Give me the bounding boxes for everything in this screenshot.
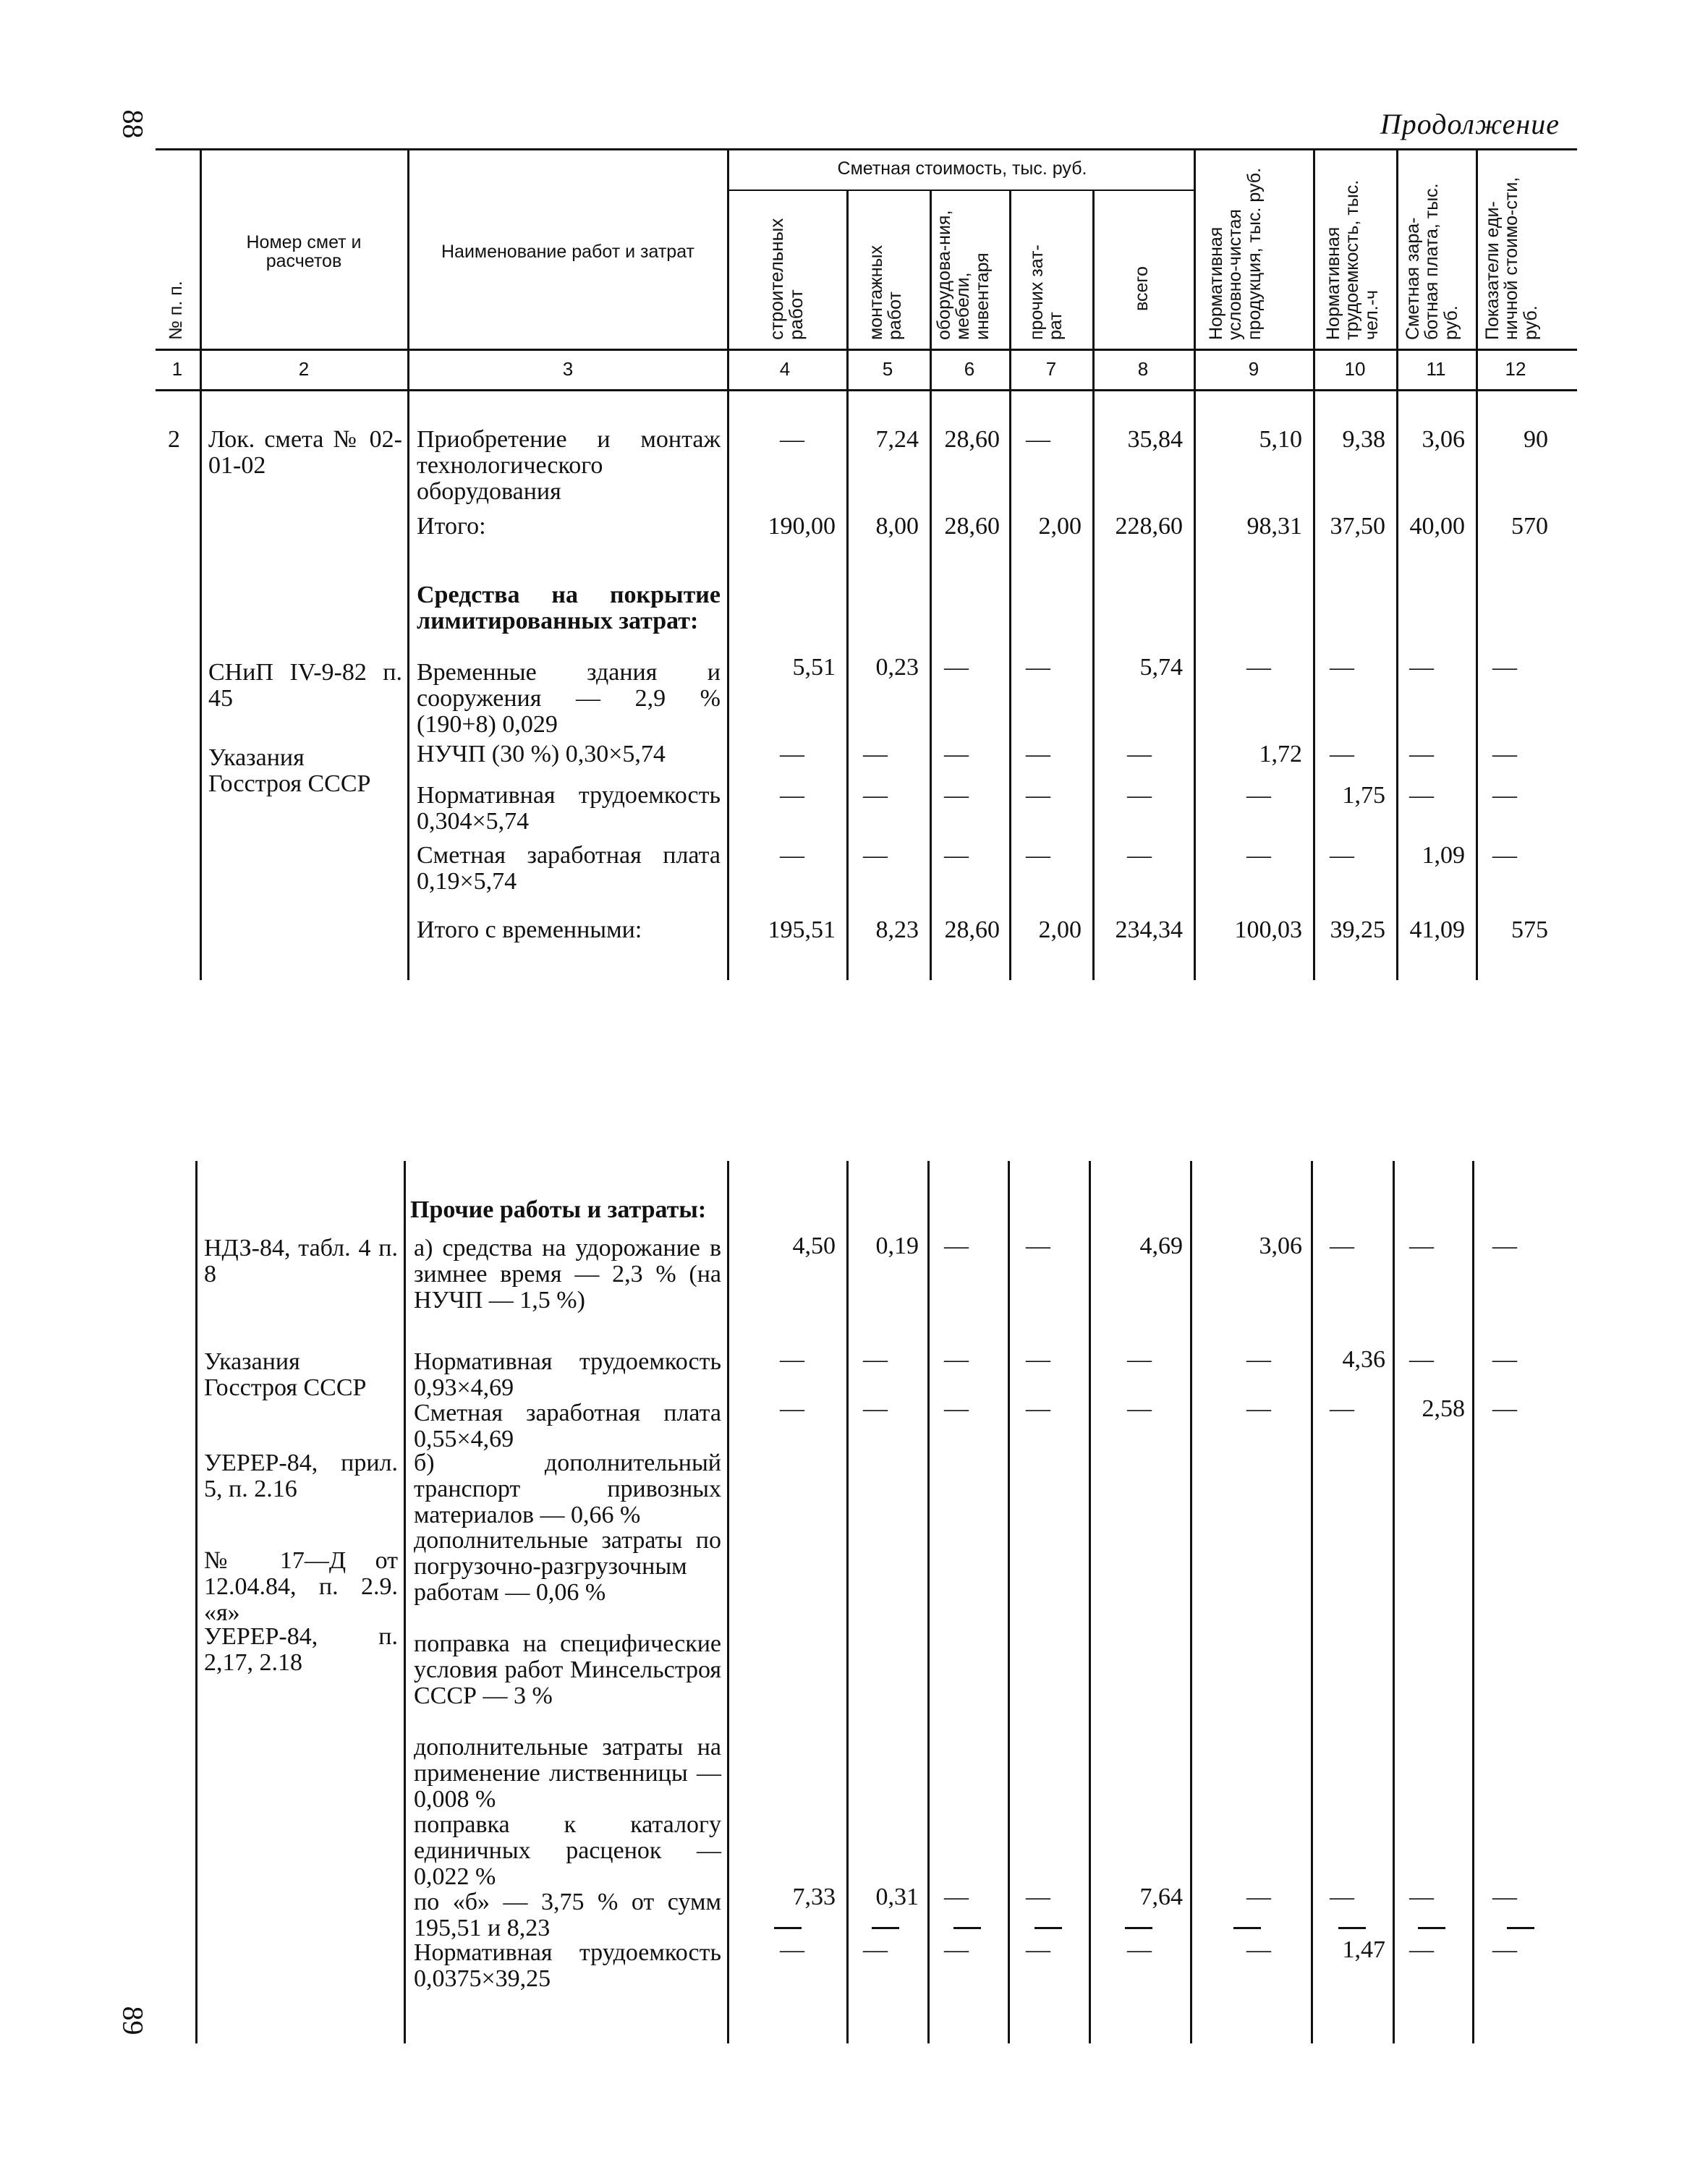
assembly-value: — <box>863 741 888 767</box>
wage-value: 3,06 <box>1422 426 1465 453</box>
header-estimate: Номер смет и расчетов <box>246 232 362 272</box>
normative-product-value: 5,10 <box>1259 426 1302 453</box>
equipment-value: — <box>944 782 969 809</box>
construction-value: — <box>780 1346 804 1373</box>
unit-cost-value: — <box>1492 1346 1517 1373</box>
total-value: — <box>1127 1395 1152 1422</box>
work-name: Нормативная трудоемкость 0,304×5,74 <box>417 782 721 835</box>
total-value: 7,64 <box>1139 1884 1183 1910</box>
separator-dash <box>774 1927 802 1929</box>
other-value: — <box>1026 782 1050 809</box>
column-number: 1 <box>171 358 183 380</box>
header-assembly: монтажных работ <box>866 245 906 340</box>
equipment-value: 28,60 <box>944 513 1000 540</box>
wage-value: — <box>1409 741 1434 767</box>
col-divider <box>1311 1161 1313 2043</box>
normative-product-value: — <box>1246 1884 1271 1910</box>
other-value: — <box>1026 741 1050 767</box>
column-number: 7 <box>1045 358 1057 380</box>
col-divider <box>727 1161 729 2043</box>
column-number: 9 <box>1248 358 1259 380</box>
labor-value: 1,75 <box>1342 782 1385 809</box>
unit-cost-value: — <box>1492 1395 1517 1422</box>
total-value: — <box>1127 842 1152 869</box>
header-equipment: оборудова-ния, мебели, инвентаря <box>934 210 993 340</box>
construction-value: 190,00 <box>768 513 836 540</box>
header-name: Наименование работ и затрат <box>441 242 694 262</box>
construction-value: 195,51 <box>768 916 836 943</box>
work-name: поправка на специфические условия работ Минсельстроя СССР — 3 % <box>414 1630 721 1709</box>
other-value: 2,00 <box>1038 916 1082 943</box>
construction-value: 4,50 <box>792 1233 836 1259</box>
header-cost-group: Сметная стоимость, тыс. руб. <box>837 158 1087 179</box>
column-number: 6 <box>964 358 975 380</box>
section-heading: Средства на покрытие лимитированных затрат: <box>417 582 721 634</box>
construction-value: — <box>780 1395 804 1422</box>
equipment-value: — <box>944 741 969 767</box>
work-name: б) дополнительный транспорт привозных материалов — 0,66 % <box>414 1450 721 1528</box>
unit-cost-value: — <box>1492 782 1517 809</box>
header-normative-product: Нормативная условно-чистая продукция, тыс. руб. <box>1206 167 1265 340</box>
col-divider <box>200 148 202 980</box>
continued-label: Продолжение <box>1380 108 1560 140</box>
header-num: № п. п. <box>166 281 186 340</box>
col-divider <box>195 1161 197 2043</box>
wage-value: 41,09 <box>1409 916 1465 943</box>
estimate-ref: СНиП IV-9-82 п. 45 <box>208 659 402 712</box>
work-name: Сметная заработная плата 0,55×4,69 <box>414 1400 721 1452</box>
labor-value: 4,36 <box>1342 1346 1385 1373</box>
unit-cost-value: — <box>1492 654 1517 681</box>
normative-product-value: 3,06 <box>1259 1233 1302 1259</box>
column-number: 4 <box>779 358 791 380</box>
labor-value: 9,38 <box>1342 426 1385 453</box>
header-total: всего <box>1131 266 1152 311</box>
construction-value: — <box>780 1936 804 1963</box>
unit-cost-value: 90 <box>1524 426 1548 453</box>
wage-value: — <box>1409 1884 1434 1910</box>
equipment-value: — <box>944 1233 969 1259</box>
estimate-ref: Указания Госстроя СССР <box>204 1348 367 1401</box>
labor-value: — <box>1330 1395 1354 1422</box>
work-name: поправка к каталогу единичных расценок — 0,022 % <box>414 1811 721 1890</box>
equipment-value: — <box>944 1395 969 1422</box>
col-divider <box>1393 1161 1395 2043</box>
unit-cost-value: — <box>1492 1233 1517 1259</box>
equipment-value: — <box>944 1346 969 1373</box>
other-value: — <box>1026 1884 1050 1910</box>
section-heading: Прочие работы и затраты: <box>410 1196 707 1223</box>
col-divider <box>1092 190 1095 980</box>
header-wage: Сметная зара-ботная плата, тыс. руб. <box>1403 183 1461 340</box>
other-value: — <box>1026 426 1050 453</box>
normative-product-value: 98,31 <box>1246 513 1302 540</box>
assembly-value: 7,24 <box>875 426 919 453</box>
total-value: 228,60 <box>1115 513 1183 540</box>
equipment-value: 28,60 <box>944 426 1000 453</box>
work-name: дополнительные затраты на применение лиственницы — 0,008 % <box>414 1734 721 1813</box>
unit-cost-value: — <box>1492 842 1517 869</box>
col-divider <box>1089 1161 1091 2043</box>
assembly-value: 8,23 <box>875 916 919 943</box>
separator-dash <box>953 1927 981 1929</box>
labor-value: 39,25 <box>1330 916 1385 943</box>
wage-value: — <box>1409 1346 1434 1373</box>
total-value: — <box>1127 1346 1152 1373</box>
construction-value: 7,33 <box>792 1884 836 1910</box>
labor-value: — <box>1330 1233 1354 1259</box>
wage-value: 2,58 <box>1422 1395 1465 1422</box>
assembly-value: 0,31 <box>875 1884 919 1910</box>
total-value: — <box>1127 782 1152 809</box>
normative-product-value: — <box>1246 782 1271 809</box>
header-construction: строительных работ <box>765 218 807 340</box>
col-divider <box>1194 148 1196 980</box>
unit-cost-value: — <box>1492 1936 1517 1963</box>
other-value: 2,00 <box>1038 513 1082 540</box>
col-divider <box>407 148 409 980</box>
labor-value: — <box>1330 654 1354 681</box>
estimate-ref: НДЗ-84, табл. 4 п. 8 <box>204 1235 398 1288</box>
construction-value: 5,51 <box>792 654 836 681</box>
separator-dash <box>1125 1927 1152 1929</box>
header-other: прочих зат-рат <box>1027 244 1066 340</box>
normative-product-value: — <box>1246 1936 1271 1963</box>
assembly-value: 0,19 <box>875 1233 919 1259</box>
work-name: Приобретение и монтаж технологического оборудования <box>417 426 721 505</box>
column-number: 11 <box>1426 358 1446 380</box>
wage-value: 40,00 <box>1409 513 1465 540</box>
total-value: 5,74 <box>1139 654 1183 681</box>
equipment-value: — <box>944 842 969 869</box>
other-value: — <box>1026 654 1050 681</box>
col-divider <box>1472 1161 1474 2043</box>
wage-value: — <box>1409 1936 1434 1963</box>
work-name: по «б» — 3,75 % от сумм 195,51 и 8,23 <box>414 1889 721 1941</box>
other-value: — <box>1026 1395 1050 1422</box>
column-number: 10 <box>1344 358 1366 380</box>
estimate-ref: № 17—Д от 12.04.84, п. 2.9. «я» <box>204 1547 398 1626</box>
page-number-top: 88 <box>116 109 150 139</box>
col-divider <box>927 1161 930 2043</box>
normative-product-value: — <box>1246 654 1271 681</box>
assembly-value: — <box>863 1936 888 1963</box>
normative-product-value: 100,03 <box>1234 916 1302 943</box>
separator-dash <box>872 1927 899 1929</box>
normative-product-value: — <box>1246 842 1271 869</box>
work-name: НУЧП (30 %) 0,30×5,74 <box>417 741 666 767</box>
labor-value: 37,50 <box>1330 513 1385 540</box>
estimate-ref: Лок. смета № 02-01-02 <box>208 426 402 479</box>
other-value: — <box>1026 1346 1050 1373</box>
header-unit-cost: Показатели еди-ничной стоимо-сти, руб. <box>1482 176 1541 340</box>
wage-value: 1,09 <box>1422 842 1465 869</box>
normative-product-value: 1,72 <box>1259 741 1302 767</box>
estimate-ref: УЕРЕР-84, прил. 5, п. 2.16 <box>204 1450 398 1502</box>
other-value: — <box>1026 1233 1050 1259</box>
separator-dash <box>1507 1927 1534 1929</box>
column-number: 5 <box>882 358 893 380</box>
top-border <box>156 148 1577 150</box>
unit-cost-value: — <box>1492 1884 1517 1910</box>
assembly-value: — <box>863 1346 888 1373</box>
estimate-ref: УЕРЕР-84, п. 2,17, 2.18 <box>204 1623 398 1676</box>
assembly-value: — <box>863 1395 888 1422</box>
work-name: Сметная заработная плата 0,19×5,74 <box>417 842 721 895</box>
labor-value: — <box>1330 842 1354 869</box>
row-number: 2 <box>168 426 180 453</box>
column-number: 12 <box>1505 358 1526 380</box>
page-number-bottom: 89 <box>116 2006 150 2035</box>
col-divider <box>846 1161 849 2043</box>
work-name: Итого с временными: <box>417 916 642 943</box>
total-value: — <box>1127 741 1152 767</box>
assembly-value: — <box>863 842 888 869</box>
col-divider <box>727 148 729 980</box>
work-name: Временные здания и сооружения — 2,9 % (190+8) 0,029 <box>417 659 721 738</box>
labor-value: — <box>1330 741 1354 767</box>
column-number: 8 <box>1137 358 1149 380</box>
construction-value: — <box>780 782 804 809</box>
unit-cost-value: 570 <box>1511 513 1548 540</box>
header-labor: Нормативная трудоемкость, тыс. чел.-ч <box>1323 179 1382 340</box>
total-value: 4,69 <box>1139 1233 1183 1259</box>
wage-value: — <box>1409 782 1434 809</box>
col-divider <box>1008 1161 1010 2043</box>
equipment-value: — <box>944 654 969 681</box>
separator-dash <box>1338 1927 1366 1929</box>
construction-value: — <box>780 426 804 453</box>
other-value: — <box>1026 1936 1050 1963</box>
other-value: — <box>1026 842 1050 869</box>
column-number: 2 <box>298 358 310 380</box>
work-name: Итого: <box>417 513 486 540</box>
col-divider <box>1190 1161 1192 2043</box>
labor-value: 1,47 <box>1342 1936 1385 1963</box>
separator-dash <box>1233 1927 1261 1929</box>
labor-value: — <box>1330 1884 1354 1910</box>
work-name: Нормативная трудоемкость 0,93×4,69 <box>414 1348 721 1401</box>
equipment-value: — <box>944 1936 969 1963</box>
normative-product-value: — <box>1246 1346 1271 1373</box>
work-name: дополнительные затраты по погрузочно-разгрузочным работам — 0,06 % <box>414 1527 721 1606</box>
work-name: Нормативная трудоемкость 0,0375×39,25 <box>414 1939 721 1992</box>
assembly-value: — <box>863 782 888 809</box>
work-name: а) средства на удорожание в зимнее время — 2,3 % (на НУЧП — 1,5 %) <box>414 1235 721 1314</box>
wage-value: — <box>1409 654 1434 681</box>
total-value: 35,84 <box>1127 426 1183 453</box>
cost-group-rule <box>729 190 1194 191</box>
total-value: 234,34 <box>1115 916 1183 943</box>
construction-value: — <box>780 741 804 767</box>
equipment-value: 28,60 <box>944 916 1000 943</box>
column-number: 3 <box>562 358 574 380</box>
separator-dash <box>1034 1927 1062 1929</box>
unit-cost-value: 575 <box>1511 916 1548 943</box>
colnum-bottom-rule <box>156 389 1577 391</box>
total-value: — <box>1127 1936 1152 1963</box>
estimate-ref: Указания Госстроя СССР <box>208 744 371 797</box>
construction-value: — <box>780 842 804 869</box>
equipment-value: — <box>944 1884 969 1910</box>
unit-cost-value: — <box>1492 741 1517 767</box>
header-bottom-rule <box>156 349 1577 351</box>
separator-dash <box>1418 1927 1445 1929</box>
wage-value: — <box>1409 1233 1434 1259</box>
col-divider <box>404 1161 406 2043</box>
assembly-value: 0,23 <box>875 654 919 681</box>
normative-product-value: — <box>1246 1395 1271 1422</box>
assembly-value: 8,00 <box>875 513 919 540</box>
